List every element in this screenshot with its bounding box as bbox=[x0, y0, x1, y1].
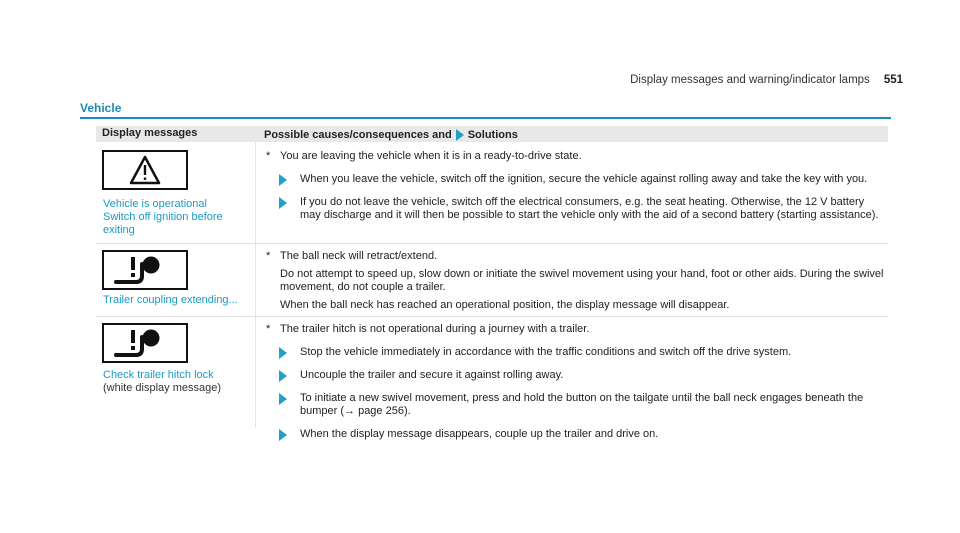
causes-cell bbox=[266, 323, 886, 441]
solution-step-text: Stop the vehicle immediately in accordance with the traffic conditions and switch off the drive system. bbox=[300, 346, 792, 358]
caption-line: Trailer coupling extending... bbox=[103, 294, 238, 306]
col-header-display-messages: Display messages bbox=[102, 127, 198, 139]
solution-step-text: To initiate a new swivel movement, press and hold the button on the tailgate until the ball neck engages beneath the bumper (→ page 256). bbox=[300, 392, 864, 417]
table-row bbox=[96, 244, 888, 316]
display-message-caption bbox=[103, 294, 238, 307]
caption-line: exiting bbox=[103, 224, 135, 236]
col-header-solutions-label: Solutions bbox=[467, 129, 518, 141]
arrow-right-icon bbox=[279, 174, 287, 186]
section-rule bbox=[80, 117, 891, 119]
display-message-caption bbox=[103, 369, 221, 395]
trailer-hitch-warning-icon bbox=[102, 250, 188, 290]
warning-triangle-icon bbox=[102, 150, 188, 190]
cause-text bbox=[266, 323, 886, 336]
cause-text bbox=[266, 150, 886, 163]
col-header-causes bbox=[264, 129, 518, 141]
arrow-right-icon bbox=[279, 197, 287, 209]
solution-step bbox=[266, 196, 886, 222]
footnote-star: * bbox=[266, 150, 271, 162]
solution-step-text: When you leave the vehicle, switch off the ignition, secure the vehicle against rolling away and take the key with you. bbox=[300, 173, 868, 185]
arrow-right-icon bbox=[279, 347, 287, 359]
solution-step-text: If you do not leave the vehicle, switch off the electrical consumers, e.g. the seat heating. Otherwise, the 12 V battery may discharge and it will then be possible to start the vehicle only with the aid of a second battery (starting assistance). bbox=[300, 196, 879, 221]
footnote-star: * bbox=[266, 250, 271, 262]
solution-step-text: Uncouple the trailer and secure it against rolling away. bbox=[300, 369, 564, 381]
arrow-right-icon bbox=[279, 370, 287, 382]
display-message-caption bbox=[103, 198, 223, 237]
solution-step bbox=[266, 428, 886, 441]
arrow-right-icon bbox=[279, 429, 287, 441]
note-paragraph: Do not attempt to speed up, slow down or initiate the swivel movement using your hand, foot or other aids. During the swivel movement, do not couple a trailer. bbox=[280, 268, 884, 293]
table-row bbox=[96, 142, 888, 242]
causes-cell bbox=[266, 150, 886, 222]
table-row bbox=[96, 317, 888, 440]
cause-text bbox=[266, 250, 886, 263]
arrow-right-icon bbox=[279, 393, 287, 405]
running-head-title: Display messages and warning/indicator lamps bbox=[630, 74, 870, 86]
footnote-star: * bbox=[266, 323, 271, 335]
cause-text-body: You are leaving the vehicle when it is in a ready-to-drive state. bbox=[280, 150, 582, 162]
caption-line: Switch off ignition before bbox=[103, 211, 223, 223]
solution-step bbox=[266, 173, 886, 186]
section-title: Vehicle bbox=[80, 101, 122, 115]
caption-line: (white display message) bbox=[103, 382, 221, 394]
caption-line: Vehicle is operational bbox=[103, 198, 207, 210]
cause-text-body: The trailer hitch is not operational during a journey with a trailer. bbox=[280, 323, 590, 335]
arrow-right-icon bbox=[456, 129, 464, 141]
solution-step bbox=[266, 369, 886, 382]
caption-line: Check trailer hitch lock bbox=[103, 369, 214, 381]
table-header bbox=[96, 126, 888, 142]
solution-step-text: When the display message disappears, couple up the trailer and drive on. bbox=[300, 428, 659, 440]
note-paragraph: When the ball neck has reached an operational position, the display message will disappear. bbox=[280, 299, 730, 311]
trailer-hitch-warning-icon bbox=[102, 323, 188, 363]
solution-step bbox=[266, 392, 886, 418]
col-header-causes-label: Possible causes/consequences and bbox=[264, 129, 452, 141]
running-head bbox=[630, 74, 903, 86]
causes-cell bbox=[266, 250, 886, 312]
page-number: 551 bbox=[883, 74, 903, 86]
cause-text-body: The ball neck will retract/extend. bbox=[280, 250, 438, 262]
solution-step bbox=[266, 346, 886, 359]
